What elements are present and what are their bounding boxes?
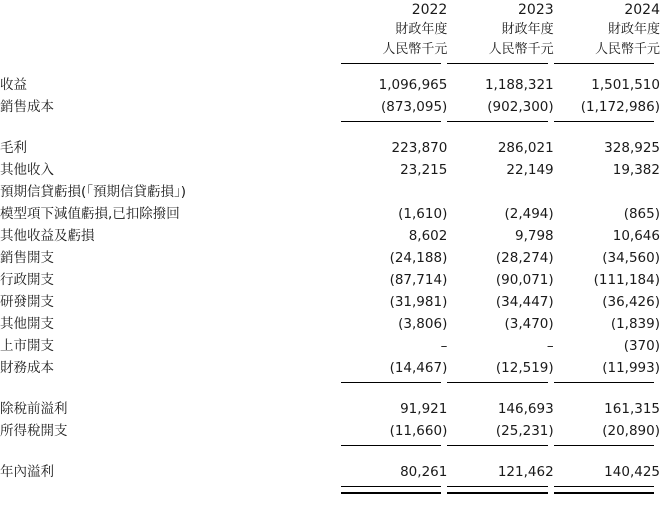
row-label-listing-expenses: 上市開支 — [0, 338, 54, 354]
row-value-admin-expenses-2024: (111,184) — [593, 272, 660, 288]
header-period-2023: 財政年度 — [501, 22, 554, 37]
table-row — [0, 420, 660, 442]
table-row — [0, 313, 660, 335]
rule-2024 — [554, 118, 660, 125]
row-value-rd-expenses-2024: (36,426) — [602, 294, 660, 310]
row-value-gross-profit-2023: 286,021 — [497, 140, 554, 156]
table-row — [0, 159, 660, 181]
row-value-income-tax-expense-2022: (11,660) — [389, 423, 448, 439]
row-label-rd-expenses: 研發開支 — [0, 294, 54, 310]
row-value-revenue-2022: 1,096,965 — [378, 77, 448, 93]
rule-blank — [0, 118, 341, 125]
header-period-2024: 財政年度 — [607, 22, 660, 37]
row-value-income-tax-expense-2024: (20,890) — [602, 423, 660, 439]
header-label-blank-2 — [0, 20, 341, 40]
row-value-other-income-2023: 22,149 — [506, 162, 554, 178]
row-value-profit-for-the-year-2024: 140,425 — [604, 464, 660, 480]
row-value-finance-costs-2023: (12,519) — [495, 360, 554, 376]
row-value-other-gains-losses-2023: 9,798 — [515, 228, 554, 244]
row-value-profit-before-tax-2022: 91,921 — [400, 401, 448, 417]
row-value-profit-before-tax-2023: 146,693 — [497, 401, 554, 417]
rule-bottom-2024 — [554, 489, 660, 497]
header-year-2022: 2022 — [411, 2, 448, 18]
total-rule-row-bottom — [0, 489, 660, 497]
row-value-income-tax-expense-2023: (25,231) — [495, 423, 554, 439]
row-value-other-income-2024: 19,382 — [612, 162, 660, 178]
row-label-finance-costs: 財務成本 — [0, 360, 54, 376]
table-row — [0, 203, 660, 225]
row-value-finance-costs-2022: (14,467) — [389, 360, 448, 376]
rule-2023 — [447, 379, 553, 386]
row-value-profit-for-the-year-2023: 121,462 — [497, 464, 554, 480]
row-value-ecl-impairment-2024: (865) — [623, 206, 660, 222]
row-value-ecl-impairment-2022: (1,610) — [398, 206, 448, 222]
header-label-blank — [0, 0, 341, 20]
row-value-other-expenses-2022: (3,806) — [398, 316, 448, 332]
table-row — [0, 137, 660, 159]
rule-bottom-2022 — [341, 489, 447, 497]
rule-2023 — [447, 442, 553, 449]
row-value-other-gains-losses-2022: 8,602 — [408, 228, 448, 244]
row-value-profit-before-tax-2024: 161,315 — [604, 401, 660, 417]
row-value-listing-expenses-2024: (370) — [623, 338, 660, 354]
row-label-ecl-heading: 預期信貸虧損(「預期信貸虧損」) — [0, 184, 187, 200]
table-header-period-row — [0, 20, 660, 40]
table-row — [0, 291, 660, 313]
row-label-other-expenses: 其他開支 — [0, 316, 54, 332]
spacer — [0, 125, 660, 137]
row-value-admin-expenses-2022: (87,714) — [389, 272, 448, 288]
header-underline-2022 — [341, 60, 447, 67]
table-row — [0, 96, 660, 118]
table-header-year-row — [0, 0, 660, 20]
row-label-cost-of-sales: 銷售成本 — [0, 99, 54, 115]
row-value-revenue-2023: 1,188,321 — [484, 77, 554, 93]
row-value-other-income-2022: 23,215 — [400, 162, 448, 178]
header-year-2023: 2023 — [518, 2, 554, 18]
table-row — [0, 247, 660, 269]
spacer — [0, 67, 660, 74]
rule-blank — [0, 442, 341, 449]
header-unit-2024: 人民幣千元 — [594, 42, 660, 57]
row-label-profit-for-the-year: 年內溢利 — [0, 464, 54, 480]
header-underline-row — [0, 60, 660, 67]
row-value-ecl-heading-2022 — [341, 181, 447, 203]
row-label-revenue: 收益 — [0, 77, 27, 93]
row-label-admin-expenses: 行政開支 — [0, 272, 54, 288]
table-row — [0, 225, 660, 247]
row-label-selling-expenses: 銷售開支 — [0, 250, 54, 266]
table-row — [0, 335, 660, 357]
row-label-other-gains-losses: 其他收益及虧損 — [0, 228, 95, 244]
row-value-cost-of-sales-2023: (902,300) — [487, 99, 554, 115]
row-value-cost-of-sales-2024: (1,172,986) — [580, 99, 660, 115]
row-label-other-income: 其他收入 — [0, 162, 54, 178]
table-row — [0, 357, 660, 379]
row-value-gross-profit-2022: 223,870 — [391, 140, 448, 156]
row-value-admin-expenses-2023: (90,071) — [495, 272, 554, 288]
table-row — [0, 74, 660, 96]
header-underline-blank — [0, 60, 341, 67]
rule-blank-2 — [0, 489, 341, 497]
row-value-ecl-heading-2023 — [447, 181, 553, 203]
row-label-gross-profit: 毛利 — [0, 140, 27, 156]
row-label-income-tax-expense: 所得稅開支 — [0, 423, 68, 439]
row-value-other-expenses-2024: (1,839) — [610, 316, 660, 332]
row-value-ecl-heading-2024 — [554, 181, 660, 203]
header-unit-2023: 人民幣千元 — [488, 42, 554, 57]
row-value-ecl-impairment-2023: (2,494) — [504, 206, 554, 222]
rule-2023 — [447, 118, 553, 125]
row-value-finance-costs-2024: (11,993) — [602, 360, 660, 376]
table-row — [0, 269, 660, 291]
row-label-ecl-impairment: 模型項下減值虧損,已扣除撥回 — [0, 206, 180, 222]
row-value-gross-profit-2024: 328,925 — [604, 140, 660, 156]
row-value-other-gains-losses-2024: 10,646 — [612, 228, 660, 244]
rule-2024 — [554, 379, 660, 386]
row-value-listing-expenses-2022: – — [440, 338, 448, 354]
subtotal-rule-row — [0, 118, 660, 125]
row-value-profit-for-the-year-2022: 80,261 — [400, 464, 448, 480]
rule-2024 — [554, 442, 660, 449]
header-underline-2023 — [447, 60, 553, 67]
table-row — [0, 461, 660, 483]
row-value-selling-expenses-2022: (24,188) — [389, 250, 448, 266]
spacer — [0, 449, 660, 461]
row-label-profit-before-tax: 除稅前溢利 — [0, 401, 68, 417]
table-header-unit-row — [0, 40, 660, 60]
row-value-listing-expenses-2023: – — [546, 338, 554, 354]
row-value-cost-of-sales-2022: (873,095) — [380, 99, 448, 115]
rule-2022 — [341, 442, 447, 449]
header-underline-2024 — [554, 60, 660, 67]
row-value-selling-expenses-2024: (34,560) — [602, 250, 660, 266]
header-period-2022: 財政年度 — [395, 22, 448, 37]
row-value-revenue-2024: 1,501,510 — [591, 77, 660, 93]
subtotal-rule-row — [0, 442, 660, 449]
spacer — [0, 386, 660, 398]
header-unit-2022: 人民幣千元 — [382, 42, 448, 57]
table-row — [0, 398, 660, 420]
header-year-2024: 2024 — [624, 2, 660, 18]
row-value-other-expenses-2023: (3,470) — [504, 316, 554, 332]
subtotal-rule-row — [0, 379, 660, 386]
header-label-blank-3 — [0, 40, 341, 60]
row-value-rd-expenses-2022: (31,981) — [389, 294, 448, 310]
row-value-rd-expenses-2023: (34,447) — [495, 294, 554, 310]
rule-bottom-2023 — [447, 489, 553, 497]
rule-2022 — [341, 118, 447, 125]
table-row — [0, 181, 660, 203]
rule-2022 — [341, 379, 447, 386]
row-value-selling-expenses-2023: (28,274) — [495, 250, 554, 266]
rule-blank — [0, 379, 341, 386]
